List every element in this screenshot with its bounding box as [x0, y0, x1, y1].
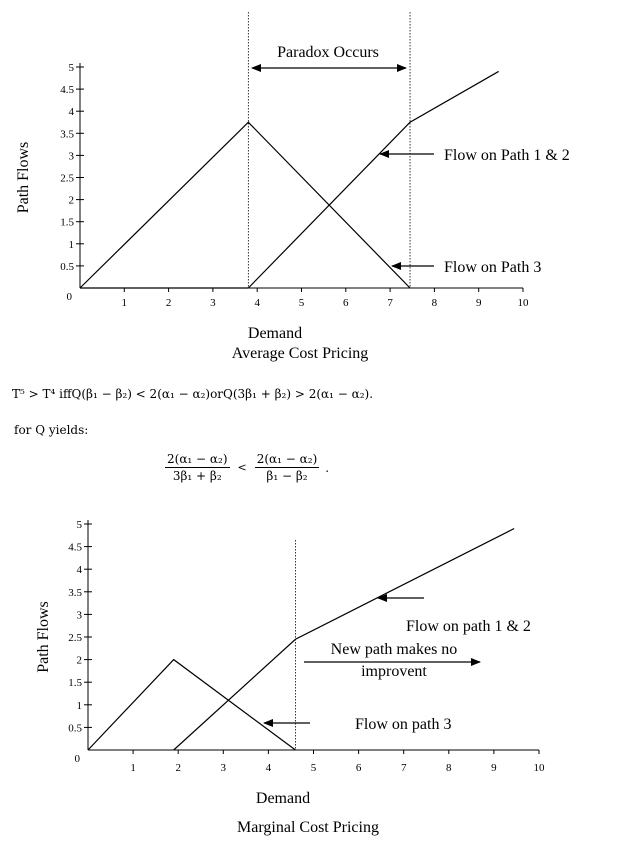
- annotation-label: Flow on path 3: [355, 716, 452, 733]
- origin-label: 0: [74, 753, 80, 765]
- x-tick-label: 2: [175, 762, 181, 774]
- inequality-symbol: <: [237, 461, 247, 474]
- series-line-flow-on-path-1-2: [174, 529, 515, 750]
- series-line-flow-on-path-3: [80, 122, 410, 288]
- y-tick-label: 0.5: [60, 260, 74, 273]
- y-tick-label: 3.5: [60, 128, 74, 141]
- y-axis-title: Path Flows: [15, 141, 32, 214]
- x-tick-label: 8: [431, 297, 438, 309]
- x-tick-label: 8: [446, 762, 452, 774]
- y-tick-label: 2: [76, 654, 82, 667]
- y-tick-label: 0.5: [68, 722, 82, 735]
- x-tick-label: 10: [517, 297, 529, 309]
- x-axis-title: Demand: [255, 790, 311, 807]
- x-tick-label: 4: [254, 297, 260, 309]
- x-tick-label: 6: [343, 297, 349, 309]
- annotation-label: New path makes no: [330, 641, 458, 658]
- equation-for-q: for Q yields:: [14, 423, 89, 437]
- annotation-label: Paradox Occurs: [277, 44, 379, 61]
- chart-title: Average Cost Pricing: [231, 345, 369, 362]
- fraction-left-denominator: 3β₁ + β₂: [172, 469, 222, 483]
- fraction-left: [165, 452, 230, 483]
- y-tick-label: 3.5: [68, 586, 82, 599]
- y-tick-label: 4: [68, 106, 74, 119]
- x-tick-label: 3: [210, 297, 216, 309]
- x-tick-label: 9: [491, 762, 497, 774]
- y-axis-title: Path Flows: [35, 601, 52, 673]
- y-tick-label: 1: [68, 238, 74, 251]
- annotation-label: improvent: [361, 663, 427, 680]
- y-tick-label: 1.5: [60, 216, 74, 229]
- y-tick-label: 4.5: [68, 541, 82, 554]
- x-tick-label: 4: [265, 762, 272, 774]
- y-tick-label: 4: [76, 564, 82, 577]
- series-line-flow-on-path-1-2: [248, 71, 498, 288]
- x-axis-title: Demand: [247, 325, 303, 342]
- x-tick-label: 1: [121, 297, 128, 309]
- x-tick-label: 1: [130, 762, 136, 774]
- equation-condition: T⁵ > T⁴ iffQ(β₁ − β₂) < 2(α₁ − α₂)orQ(3β₁ + β₂) > 2(α₁ − α₂).: [12, 387, 374, 401]
- y-tick-label: 3: [76, 609, 82, 622]
- x-tick-label: 5: [298, 297, 305, 309]
- y-tick-label: 1: [76, 699, 82, 712]
- x-tick-label: 2: [165, 297, 172, 309]
- fraction-right-numerator: 2(α₁ − α₂): [256, 452, 318, 466]
- x-tick-label: 6: [355, 762, 362, 774]
- y-tick-label: 2.5: [68, 632, 82, 644]
- y-tick-label: 3: [68, 150, 74, 163]
- annotation-label: Flow on path 1 & 2: [406, 618, 531, 635]
- x-tick-label: 7: [387, 297, 393, 309]
- y-tick-label: 2.5: [60, 172, 74, 185]
- fraction-right-denominator: β₁ − β₂: [266, 469, 308, 483]
- fraction-right: [255, 452, 320, 483]
- y-tick-label: 1.5: [68, 677, 82, 690]
- marginal-cost-chart: [35, 519, 545, 836]
- equation-period: .: [325, 460, 330, 475]
- annotation-label: Flow on Path 3: [444, 259, 542, 276]
- y-tick-label: 5: [68, 62, 74, 74]
- x-tick-label: 10: [533, 762, 545, 774]
- average-cost-chart: [15, 12, 570, 362]
- fraction-left-numerator: 2(α₁ − α₂): [167, 452, 228, 466]
- chart-title: Marginal Cost Pricing: [237, 819, 379, 836]
- y-tick-label: 2: [68, 194, 74, 207]
- x-tick-label: 5: [310, 762, 317, 774]
- y-tick-label: 5: [76, 519, 82, 531]
- annotation-label: Flow on Path 1 & 2: [444, 147, 570, 164]
- equation-inequality: [165, 452, 329, 483]
- x-tick-label: 9: [475, 297, 482, 309]
- y-tick-label: 4.5: [60, 84, 74, 97]
- x-tick-label: 3: [220, 762, 227, 774]
- origin-label: 0: [66, 291, 72, 303]
- series-line-flow-on-path-3: [88, 660, 295, 750]
- x-tick-label: 7: [400, 762, 407, 774]
